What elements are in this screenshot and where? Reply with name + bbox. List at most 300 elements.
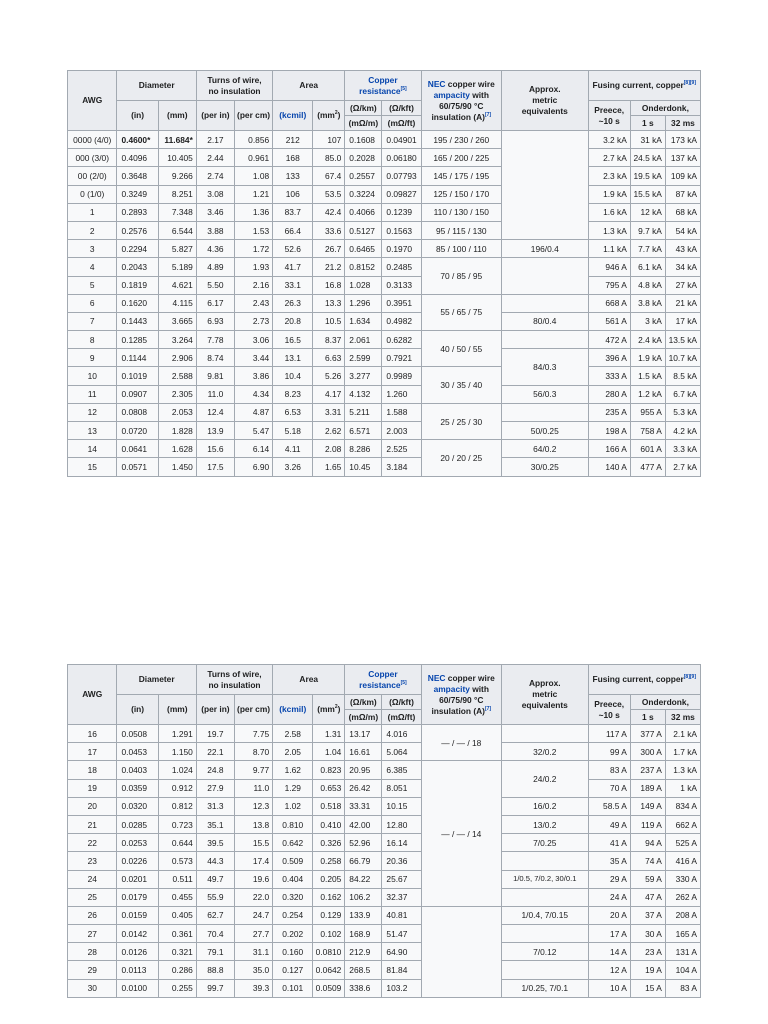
table-row (68, 779, 701, 797)
onderdonk-32ms-cell: 6.7 kA (665, 385, 700, 403)
turns-per-in-cell: 3.46 (196, 203, 234, 221)
preece-cell: 472 A (588, 331, 630, 349)
table-body (68, 725, 701, 998)
turns-per-in-cell: 15.6 (196, 440, 234, 458)
diameter-mm-cell: 0.286 (158, 961, 196, 979)
resistance-ohm-kft-cell: 12.80 (382, 815, 421, 833)
resistance-ohm-km-cell: 168.9 (345, 925, 382, 943)
ampacity-link[interactable]: ampacity (433, 89, 470, 100)
ampacity-link[interactable]: ampacity (433, 683, 470, 694)
table-row (68, 943, 701, 961)
area-kcmil-cell: 133 (273, 167, 313, 185)
resistance-ohm-km-cell: 212.9 (345, 943, 382, 961)
onderdonk-1s-cell: 19.5 kA (630, 167, 665, 185)
nec-ampacity-cell: 85 / 100 / 110 (421, 240, 501, 258)
nec-ampacity-cell: 125 / 150 / 170 (421, 185, 501, 203)
table-row (68, 870, 701, 888)
table-row (68, 815, 701, 833)
turns-per-cm-cell: 0.856 (234, 131, 272, 149)
turns-per-in-cell: 4.36 (196, 240, 234, 258)
metric-equivalent-cell: 84/0.3 (501, 349, 588, 385)
area-mm2-cell: 5.26 (313, 367, 345, 385)
metric-equivalent-cell: 13/0.2 (501, 815, 588, 833)
nec-link[interactable]: NEC (427, 672, 446, 683)
resistance-ohm-km-cell: 2.599 (345, 349, 382, 367)
awg-cell: 9 (68, 349, 117, 367)
table-row (68, 458, 701, 476)
preece-cell: 561 A (588, 312, 630, 330)
onderdonk-32ms-cell: 416 A (665, 852, 700, 870)
turns-per-in-cell: 39.5 (196, 834, 234, 852)
copper-resistance-header: Copper resistance[5] (345, 71, 421, 101)
metric-equivalent-cell: 80/0.4 (501, 312, 588, 330)
onderdonk-32ms-cell: 21 kA (665, 294, 700, 312)
table-row (68, 725, 701, 743)
onderdonk-32ms-cell: 173 kA (665, 131, 700, 149)
diameter-in-cell: 0.0808 (117, 403, 158, 421)
mohm-m-header: (mΩ/m) (345, 116, 382, 131)
preece-cell: 280 A (588, 385, 630, 403)
area-mm2-cell: 0.518 (313, 797, 345, 815)
onderdonk-header: Onderdonk, (630, 695, 700, 710)
resistance-ohm-km-cell: 0.4066 (345, 203, 382, 221)
area-mm2-cell: 13.3 (313, 294, 345, 312)
resistance-ohm-km-cell: 1.634 (345, 312, 382, 330)
metric-equivalent-cell (501, 331, 588, 349)
area-mm2-cell: 0.205 (313, 870, 345, 888)
area-kcmil-cell: 0.810 (273, 815, 313, 833)
resistance-ohm-kft-cell: 16.14 (382, 834, 421, 852)
resistance-ohm-km-cell: 6.571 (345, 422, 382, 440)
diameter-mm-cell: 2.906 (158, 349, 196, 367)
diameter-in-cell: 0.0201 (117, 870, 158, 888)
onderdonk-1s-header: 1 s (630, 710, 665, 725)
diameter-in-cell: 0.2294 (117, 240, 158, 258)
area-mm2-cell: 0.102 (313, 925, 345, 943)
nec-ampacity-cell: — / — / 14 (421, 761, 501, 907)
resistance-ohm-km-cell: 42.00 (345, 815, 382, 833)
resistance-ohm-km-cell: 3.277 (345, 367, 382, 385)
area-kcmil-cell: 0.127 (273, 961, 313, 979)
turns-per-in-cell: 62.7 (196, 906, 234, 924)
area-kcmil-cell: 168 (273, 149, 313, 167)
area-kcmil-cell: 8.23 (273, 385, 313, 403)
onderdonk-32ms-cell: 1.3 kA (665, 761, 700, 779)
resistance-ohm-kft-cell: 1.260 (382, 385, 421, 403)
onderdonk-1s-cell: 6.1 kA (630, 258, 665, 276)
resistance-ohm-kft-cell: 81.84 (382, 961, 421, 979)
table-row (68, 203, 701, 221)
turns-header: Turns of wire, no insulation (196, 665, 272, 695)
metric-equivalent-cell: 64/0.2 (501, 440, 588, 458)
nec-ampacity-cell (421, 906, 501, 997)
diameter-mm-cell: 4.115 (158, 294, 196, 312)
turns-per-in-cell: 2.74 (196, 167, 234, 185)
resistance-ohm-km-cell: 8.286 (345, 440, 382, 458)
preece-cell: 12 A (588, 961, 630, 979)
area-mm2-cell: 1.31 (313, 725, 345, 743)
mohm-ft-header: (mΩ/ft) (382, 116, 421, 131)
metric-equivalent-cell: 50/0.25 (501, 422, 588, 440)
area-kcmil-cell: 5.18 (273, 422, 313, 440)
resistance-ohm-km-cell: 5.211 (345, 403, 382, 421)
copper-resistance-header: Copper resistance[5] (345, 665, 421, 695)
awg-cell: 27 (68, 925, 117, 943)
diameter-in-cell: 0.0359 (117, 779, 158, 797)
turns-per-in-cell: 31.3 (196, 797, 234, 815)
table-row (68, 925, 701, 943)
turns-per-in-cell: 49.7 (196, 870, 234, 888)
turns-per-in-header: (per in) (196, 695, 234, 725)
nec-ampacity-header: NEC copper wire ampacity with 60/75/90 °C insulation (A)[7] (421, 71, 501, 131)
area-kcmil-cell: 13.1 (273, 349, 313, 367)
table-row (68, 834, 701, 852)
resistance-ohm-kft-cell: 0.6282 (382, 331, 421, 349)
diameter-in-cell: 0.0126 (117, 943, 158, 961)
diameter-in-cell: 0.0508 (117, 725, 158, 743)
onderdonk-32ms-cell: 165 A (665, 925, 700, 943)
turns-per-cm-cell: 9.77 (234, 761, 272, 779)
onderdonk-32ms-cell: 43 kA (665, 240, 700, 258)
resistance-ohm-kft-cell: 103.2 (382, 979, 421, 997)
diameter-mm-cell: 1.628 (158, 440, 196, 458)
turns-per-cm-header: (per cm) (234, 695, 272, 725)
onderdonk-32ms-cell: 8.5 kA (665, 367, 700, 385)
turns-per-in-header: (per in) (196, 101, 234, 131)
table-row (68, 761, 701, 779)
area-mm2-cell: 6.63 (313, 349, 345, 367)
diameter-mm-cell: 1.024 (158, 761, 196, 779)
preece-cell: 333 A (588, 367, 630, 385)
onderdonk-1s-cell: 9.7 kA (630, 221, 665, 239)
area-mm2-cell: 0.0509 (313, 979, 345, 997)
area-mm2-cell: 10.5 (313, 312, 345, 330)
turns-per-cm-cell: 1.72 (234, 240, 272, 258)
turns-per-in-cell: 70.4 (196, 925, 234, 943)
resistance-ohm-kft-cell: 0.3951 (382, 294, 421, 312)
onderdonk-1s-cell: 74 A (630, 852, 665, 870)
nec-ampacity-cell: 110 / 130 / 150 (421, 203, 501, 221)
area-kcmil-cell: 26.3 (273, 294, 313, 312)
onderdonk-1s-cell: 237 A (630, 761, 665, 779)
nec-ampacity-cell: 30 / 35 / 40 (421, 367, 501, 403)
metric-equivalent-cell: 24/0.2 (501, 761, 588, 797)
mohm-ft-header: (mΩ/ft) (382, 710, 421, 725)
metric-equivalent-cell (501, 888, 588, 906)
awg-cell: 6 (68, 294, 117, 312)
metric-equivalent-cell: 196/0.4 (501, 240, 588, 258)
diameter-in-cell: 0.0100 (117, 979, 158, 997)
preece-cell: 10 A (588, 979, 630, 997)
turns-per-in-cell: 8.74 (196, 349, 234, 367)
area-mm2-cell: 0.258 (313, 852, 345, 870)
onderdonk-32ms-cell: 34 kA (665, 258, 700, 276)
turns-per-cm-cell: 17.4 (234, 852, 272, 870)
diameter-mm-cell: 1.450 (158, 458, 196, 476)
table-row (68, 312, 701, 330)
table-row (68, 131, 701, 149)
table-row (68, 979, 701, 997)
turns-per-in-cell: 12.4 (196, 403, 234, 421)
area-kcmil-cell: 0.160 (273, 943, 313, 961)
preece-cell: 17 A (588, 925, 630, 943)
diameter-mm-cell: 0.812 (158, 797, 196, 815)
onderdonk-1s-cell: 955 A (630, 403, 665, 421)
preece-cell: 946 A (588, 258, 630, 276)
turns-per-in-cell: 27.9 (196, 779, 234, 797)
area-header: Area (273, 665, 345, 695)
fusing-current-header: Fusing current, copper[8][9] (588, 71, 700, 101)
preece-cell: 396 A (588, 349, 630, 367)
area-kcmil-cell: 0.404 (273, 870, 313, 888)
area-mm2-cell: 2.08 (313, 440, 345, 458)
resistance-ohm-km-cell: 16.61 (345, 743, 382, 761)
onderdonk-32ms-cell: 834 A (665, 797, 700, 815)
resistance-ohm-km-cell: 4.132 (345, 385, 382, 403)
onderdonk-1s-cell: 30 A (630, 925, 665, 943)
table-body (68, 131, 701, 477)
diameter-mm-cell: 11.684* (158, 131, 196, 149)
diameter-mm-cell: 2.305 (158, 385, 196, 403)
turns-per-cm-cell: 27.7 (234, 925, 272, 943)
area-mm2-cell: 0.653 (313, 779, 345, 797)
resistance-ohm-km-cell: 0.6465 (345, 240, 382, 258)
turns-per-cm-cell: 4.34 (234, 385, 272, 403)
preece-cell: 14 A (588, 943, 630, 961)
diameter-in-cell: 0.1144 (117, 349, 158, 367)
diameter-mm-cell: 7.348 (158, 203, 196, 221)
preece-cell: 1.6 kA (588, 203, 630, 221)
table-row (68, 422, 701, 440)
resistance-ohm-kft-cell: 0.4982 (382, 312, 421, 330)
turns-per-in-cell: 6.93 (196, 312, 234, 330)
awg-cell: 10 (68, 367, 117, 385)
awg-cell: 4 (68, 258, 117, 276)
area-kcmil-cell: 83.7 (273, 203, 313, 221)
diameter-in-cell: 0.0179 (117, 888, 158, 906)
onderdonk-32ms-cell: 13.5 kA (665, 331, 700, 349)
diameter-in-header: (in) (117, 101, 158, 131)
diameter-in-cell: 0.4600* (117, 131, 158, 149)
table-row (68, 240, 701, 258)
awg-cell: 13 (68, 422, 117, 440)
area-mm2-cell: 0.326 (313, 834, 345, 852)
resistance-ohm-km-cell: 0.8152 (345, 258, 382, 276)
resistance-ohm-kft-cell: 0.06180 (382, 149, 421, 167)
area-kcmil-cell: 212 (273, 131, 313, 149)
nec-ampacity-cell: 25 / 25 / 30 (421, 403, 501, 439)
table-row (68, 888, 701, 906)
diameter-mm-cell: 10.405 (158, 149, 196, 167)
onderdonk-32ms-cell: 208 A (665, 906, 700, 924)
onderdonk-header: Onderdonk, (630, 101, 700, 116)
turns-per-in-cell: 24.8 (196, 761, 234, 779)
resistance-ohm-kft-cell: 40.81 (382, 906, 421, 924)
onderdonk-1s-cell: 1.5 kA (630, 367, 665, 385)
onderdonk-1s-cell: 601 A (630, 440, 665, 458)
turns-per-cm-cell: 1.93 (234, 258, 272, 276)
resistance-ohm-kft-cell: 5.064 (382, 743, 421, 761)
area-kcmil-cell: 0.642 (273, 834, 313, 852)
diameter-mm-cell: 0.644 (158, 834, 196, 852)
resistance-ohm-km-cell: 10.45 (345, 458, 382, 476)
preece-cell: 140 A (588, 458, 630, 476)
table-row (68, 385, 701, 403)
table-row (68, 258, 701, 276)
metric-equivalent-cell: 16/0.2 (501, 797, 588, 815)
resistance-ohm-kft-cell: 0.07793 (382, 167, 421, 185)
table-row (68, 743, 701, 761)
ohm-kft-header: (Ω/kft) (382, 101, 421, 116)
onderdonk-32ms-cell: 17 kA (665, 312, 700, 330)
turns-per-cm-cell: 6.14 (234, 440, 272, 458)
table-row (68, 185, 701, 203)
table-row (68, 149, 701, 167)
onderdonk-32ms-cell: 525 A (665, 834, 700, 852)
turns-per-cm-cell: 11.0 (234, 779, 272, 797)
diameter-mm-cell: 0.455 (158, 888, 196, 906)
onderdonk-1s-cell: 189 A (630, 779, 665, 797)
turns-per-cm-cell: 3.86 (234, 367, 272, 385)
onderdonk-1s-cell: 19 A (630, 961, 665, 979)
turns-per-cm-cell: 2.43 (234, 294, 272, 312)
area-mm2-cell: 0.410 (313, 815, 345, 833)
preece-cell: 3.2 kA (588, 131, 630, 149)
onderdonk-32ms-cell: 5.3 kA (665, 403, 700, 421)
turns-per-cm-cell: 39.3 (234, 979, 272, 997)
onderdonk-32ms-cell: 68 kA (665, 203, 700, 221)
preece-cell: 41 A (588, 834, 630, 852)
onderdonk-32ms-cell: 109 kA (665, 167, 700, 185)
onderdonk-1s-cell: 1.2 kA (630, 385, 665, 403)
awg-cell: 11 (68, 385, 117, 403)
resistance-ohm-km-cell: 20.95 (345, 761, 382, 779)
kcmil-header[interactable]: (kcmil) (273, 695, 313, 725)
resistance-ohm-km-cell: 338.6 (345, 979, 382, 997)
diameter-in-cell: 0.0453 (117, 743, 158, 761)
resistance-ohm-km-cell: 13.17 (345, 725, 382, 743)
area-kcmil-cell: 2.58 (273, 725, 313, 743)
preece-cell: 29 A (588, 870, 630, 888)
turns-per-cm-cell: 1.08 (234, 167, 272, 185)
metric-equivalent-cell (501, 925, 588, 943)
metric-equivalent-cell (501, 403, 588, 421)
awg-cell: 000 (3/0) (68, 149, 117, 167)
area-mm2-cell: 42.4 (313, 203, 345, 221)
onderdonk-32ms-cell: 10.7 kA (665, 349, 700, 367)
preece-cell: 49 A (588, 815, 630, 833)
area-kcmil-cell: 2.05 (273, 743, 313, 761)
awg-header: AWG (68, 71, 117, 131)
onderdonk-1s-cell: 12 kA (630, 203, 665, 221)
area-mm2-cell: 2.62 (313, 422, 345, 440)
diameter-in-cell: 0.3249 (117, 185, 158, 203)
awg-cell: 8 (68, 331, 117, 349)
preece-cell: 117 A (588, 725, 630, 743)
diameter-mm-cell: 8.251 (158, 185, 196, 203)
diameter-in-cell: 0.3648 (117, 167, 158, 185)
resistance-ohm-kft-cell: 20.36 (382, 852, 421, 870)
turns-per-cm-cell: 2.16 (234, 276, 272, 294)
area-kcmil-cell: 4.11 (273, 440, 313, 458)
awg-cell: 1 (68, 203, 117, 221)
area-kcmil-cell: 0.202 (273, 925, 313, 943)
onderdonk-32ms-cell: 87 kA (665, 185, 700, 203)
awg-cell: 7 (68, 312, 117, 330)
awg-cell: 26 (68, 906, 117, 924)
onderdonk-1s-cell: 37 A (630, 906, 665, 924)
turns-per-in-cell: 79.1 (196, 943, 234, 961)
onderdonk-32ms-cell: 662 A (665, 815, 700, 833)
area-kcmil-cell: 3.26 (273, 458, 313, 476)
turns-per-cm-cell: 3.06 (234, 331, 272, 349)
kcmil-header[interactable]: (kcmil) (273, 101, 313, 131)
diameter-in-cell: 0.0571 (117, 458, 158, 476)
nec-link[interactable]: NEC (427, 78, 446, 89)
resistance-ohm-kft-cell: 0.7921 (382, 349, 421, 367)
onderdonk-1s-cell: 31 kA (630, 131, 665, 149)
onderdonk-1s-cell: 7.7 kA (630, 240, 665, 258)
area-mm2-cell: 21.2 (313, 258, 345, 276)
area-kcmil-cell: 52.6 (273, 240, 313, 258)
preece-header: Preece, ~10 s (588, 101, 630, 131)
diameter-mm-cell: 4.621 (158, 276, 196, 294)
onderdonk-1s-cell: 59 A (630, 870, 665, 888)
metric-equivalents-header: Approx. metric equivalents (501, 665, 588, 725)
table-row (68, 276, 701, 294)
nec-ampacity-cell: 20 / 20 / 25 (421, 440, 501, 476)
preece-cell: 24 A (588, 888, 630, 906)
resistance-ohm-kft-cell: 0.1239 (382, 203, 421, 221)
diameter-in-cell: 0.2043 (117, 258, 158, 276)
area-header: Area (273, 71, 345, 101)
resistance-ohm-km-cell: 268.5 (345, 961, 382, 979)
onderdonk-1s-cell: 149 A (630, 797, 665, 815)
nec-ampacity-cell: 70 / 85 / 95 (421, 258, 501, 294)
table-row (68, 440, 701, 458)
awg-cell: 16 (68, 725, 117, 743)
turns-per-in-cell: 3.88 (196, 221, 234, 239)
diameter-mm-cell: 2.588 (158, 367, 196, 385)
diameter-in-cell: 0.0403 (117, 761, 158, 779)
table-header (68, 665, 701, 725)
diameter-header: Diameter (117, 71, 196, 101)
diameter-mm-cell: 3.264 (158, 331, 196, 349)
area-kcmil-cell: 0.509 (273, 852, 313, 870)
area-kcmil-cell: 1.62 (273, 761, 313, 779)
metric-equivalent-cell: 1/0.5, 7/0.2, 30/0.1 (501, 870, 588, 888)
diameter-in-cell: 0.1019 (117, 367, 158, 385)
onderdonk-1s-header: 1 s (630, 116, 665, 131)
awg-cell: 23 (68, 852, 117, 870)
area-mm2-cell: 0.823 (313, 761, 345, 779)
table-row (68, 906, 701, 924)
turns-per-in-cell: 3.08 (196, 185, 234, 203)
diameter-mm-header: (mm) (158, 695, 196, 725)
resistance-ohm-km-cell: 1.296 (345, 294, 382, 312)
awg-cell: 20 (68, 797, 117, 815)
awg-header: AWG (68, 665, 117, 725)
nec-ampacity-cell: 165 / 200 / 225 (421, 149, 501, 167)
awg-cell: 3 (68, 240, 117, 258)
resistance-ohm-kft-cell: 0.09827 (382, 185, 421, 203)
nec-ampacity-header: NEC copper wire ampacity with 60/75/90 °C insulation (A)[7] (421, 665, 501, 725)
diameter-mm-cell: 0.912 (158, 779, 196, 797)
diameter-mm-cell: 0.405 (158, 906, 196, 924)
turns-per-cm-cell: 22.0 (234, 888, 272, 906)
onderdonk-1s-cell: 300 A (630, 743, 665, 761)
turns-per-cm-cell: 1.21 (234, 185, 272, 203)
